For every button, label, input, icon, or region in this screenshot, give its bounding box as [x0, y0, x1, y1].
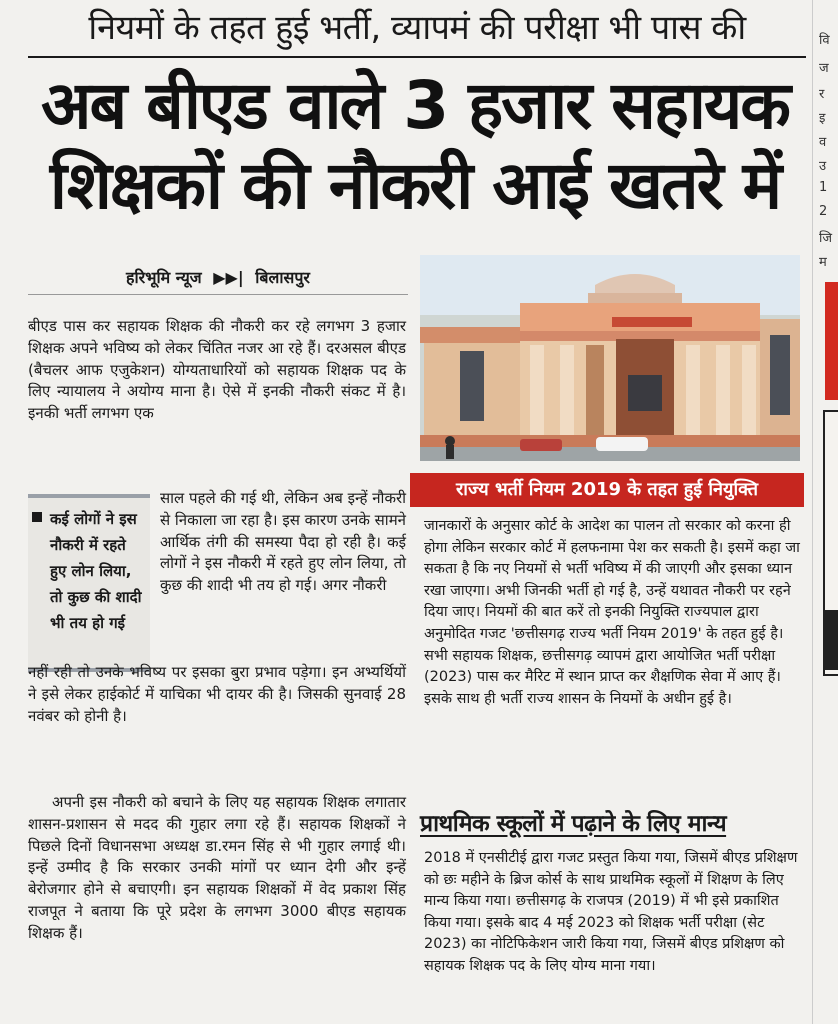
article-paragraph-1: बीएड पास कर सहायक शिक्षक की नौकरी कर रहे लगभग 3 हजार शिक्षक अपने भविष्य को लेकर चिंतित नजर आ रहे हैं। दरअसल बीएड (बैचलर आफ एजुकेशन) योग्यताधारियों को सहायक शिक्षक पद के लिए न्यायालय ने अयोग्य माना है। ऐसे में इनकी नौकरी संकट में है। इनकी भर्ती लगभग एक [28, 317, 406, 423]
byline-agency: हरिभूमि न्यूज [126, 268, 202, 287]
headline-line-1: अब बीएड वाले 3 हजार सहायक [41, 67, 789, 144]
strip-char-8: 2 [819, 204, 828, 219]
headline-line-2: शिक्षकों की नौकरी आई खतरे में [49, 147, 781, 224]
article-paragraph-3: नहीं रही तो उनके भविष्य पर इसका बुरा प्रभाव पड़ेगा। इन अभ्यर्थियों ने इसे लेकर हाईकोर्ट में याचिका भी दायर की है। जिसकी सुनवाई 28 नवंबर को होनी है। [28, 663, 406, 725]
main-headline [20, 66, 810, 226]
adjacent-red-box [825, 282, 838, 400]
byline [28, 266, 408, 288]
strip-char-5: व [819, 135, 827, 150]
subheading-primary-schools: प्राथमिक स्कूलों में पढ़ाने के लिए मान्य [420, 811, 727, 837]
subheading-red-bar: राज्य भर्ती नियम 2019 के तहत हुई नियुक्ति [410, 473, 804, 507]
byline-place: बिलासपुर [255, 268, 310, 287]
strip-char-10: म [819, 255, 827, 270]
kicker-headline: नियमों के तहत हुई भर्ती, व्यापमं की परीक्षा भी पास की [88, 8, 746, 48]
article-paragraph-2: साल पहले की गई थी, लेकिन अब इन्हें नौकरी से निकाला जा रहा है। इस कारण उनके सामने आर्थिक तंगी की समस्या पैदा हो रही है। कई लोगों ने इस नौकरी में रहते हुए लोन लिया, तो कुछ की शादी भी तय हो गई। अगर नौकरी [160, 489, 406, 595]
adjacent-dark-box [825, 610, 838, 670]
square-bullet-icon [32, 512, 42, 522]
pull-quote-box [28, 494, 150, 672]
byline-separator-icon: ▶▶| [213, 268, 244, 287]
strip-char-9: जि [819, 231, 833, 246]
kicker-divider [28, 56, 806, 58]
strip-char-2: ज [819, 61, 829, 76]
high-court-photo [420, 255, 800, 461]
right-paragraph-1: जानकारों के अनुसार कोर्ट के आदेश का पालन तो सरकार को करना ही होगा लेकिन सरकार कोर्ट में हलफनामा पेश कर सकती है। इसमें कहा जा सकता है कि नए नियमों से भर्ती भविष्य में की जाएगी और इसका ध्यान रखा जाएगा। अभी जिनकी भर्ती हो गई है, उन्हें यथावत नौकरी पर रहने दिया जाए। नियमों की बात करें तो इनकी नियुक्ति राज्यपाल द्वारा अनुमोदित गजट 'छत्तीसगढ़ राज्य भर्ती नियम 2019' के तहत हुई है। सभी सहायक शिक्षक, छत्तीसगढ़ व्यापमं द्वारा आयोजित भर्ती परीक्षा (2023) पास कर मैरिट में स्थान प्राप्त कर शैक्षणिक सेवा में आए हैं। इसके साथ ही भर्ती राज्य शासन के नियमों के अधीन हुई है। [424, 518, 800, 707]
strip-char-4: इ [819, 111, 826, 126]
pull-quote-text: कई लोगों ने इस नौकरी में रहते हुए लोन लिया, तो कुछ की शादी भी तय हो गई [50, 510, 142, 632]
article-paragraph-4: अपनी इस नौकरी को बचाने के लिए यह सहायक शिक्षक लगातार शासन-प्रशासन से मदद की गुहार लगा रहे हैं। सहायक शिक्षकों ने पिछले दिनों विधानसभा अध्यक्ष डा.रमन सिंह से भी गुहार लगाई थी। इन्हें उम्मीद है कि सरकार उनकी मांगों पर ध्यान देगी और इन्हें बेरोजगार होने से बचाएगी। इन सहायक शिक्षकों में वेद प्रकाश सिंह राजपूत ने बताया कि पूरे प्रदेश के लगभग 3000 बीएड सहायक शिक्षक हैं। [28, 793, 406, 942]
strip-char-3: र [819, 87, 825, 102]
adjacent-column-strip [812, 0, 838, 1024]
strip-char-7: 1 [819, 180, 828, 195]
strip-char-1: वि [819, 33, 830, 48]
byline-divider [28, 294, 408, 295]
strip-char-6: उ [819, 159, 827, 174]
court-building-illustration [420, 255, 800, 461]
right-paragraph-2: 2018 में एनसीटीई द्वारा गजट प्रस्तुत किया गया, जिसमें बीएड प्रशिक्षण को छः महीने के ब्रिज कोर्स के साथ प्राथमिक स्कूलों में शिक्षण के लिए मान्य किया गया। छत्तीसगढ़ के राजपत्र (2019) में भी इसे प्रकाशित किया गया। इसके बाद 4 मई 2023 को शिक्षक भर्ती परीक्षा (सेट 2023) का नोटिफिकेशन जारी किया गया, जिसमें बीएड प्रशिक्षण को सहायक शिक्षक पद के लिए योग्य माना गया। [424, 850, 798, 974]
